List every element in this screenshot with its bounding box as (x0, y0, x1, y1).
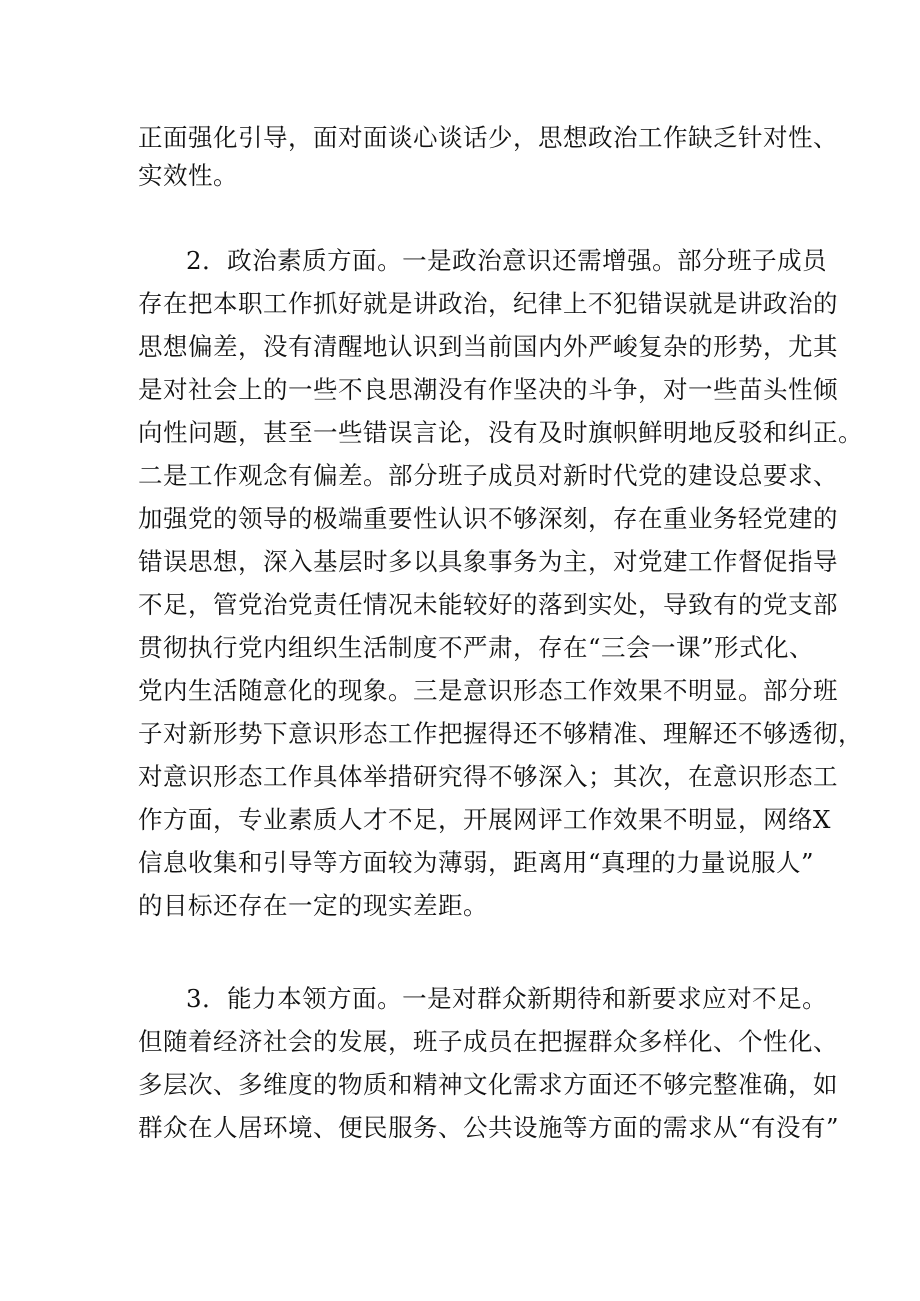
text-line: 群众在人居环境、便民服务、公共设施等方面的需求从“有没有” (138, 1113, 840, 1142)
text-line: 作方面，专业素质人才不足，开展网评工作效果不明显，网络X (138, 805, 831, 834)
text-line: 错误思想，深入基层时多以具象事务为主，对党建工作督促指导 (138, 547, 838, 576)
text-line: 向性问题，甚至一些错误言论，没有及时旗帜鲜明地反驳和纠正。 (138, 418, 863, 447)
text-line: 子对新形势下意识形态工作把握得还不够精准、理解还不够透彻， (138, 719, 863, 748)
text-line: 思想偏差，没有清醒地认识到当前国内外严峻复杂的形势，尤其 (138, 332, 838, 361)
text-line: 信息收集和引导等方面较为薄弱，距离用“真理的力量说服人” (138, 848, 815, 877)
section-heading-line: 3．能力本领方面。一是对群众新期待和新要求应对不足。 (186, 984, 828, 1013)
text-line: 正面强化引导，面对面谈心谈话少，思想政治工作缺乏针对性、 (138, 123, 838, 152)
text-line: 的目标还存在一定的现实差距。 (138, 891, 488, 920)
text-line: 但随着经济社会的发展，班子成员在把握群众多样化、个性化、 (138, 1027, 838, 1056)
text-line: 不足，管党治党责任情况未能较好的落到实处，导致有的党支部 (138, 590, 838, 619)
text-line: 实效性。 (138, 161, 238, 190)
section-heading-line: 2．政治素质方面。一是政治意识还需增强。部分班子成员 (186, 246, 828, 275)
text-line: 存在把本职工作抓好就是讲政治，纪律上不犯错误就是讲政治的 (138, 289, 838, 318)
text-line: 贯彻执行党内组织生活制度不严肃，存在“三会一课”形式化、 (138, 633, 815, 662)
text-line: 对意识形态工作具体举措研究得不够深入；其次，在意识形态工 (138, 762, 838, 791)
text-line: 是对社会上的一些不良思潮没有作坚决的斗争，对一些苗头性倾 (138, 375, 838, 404)
text-line: 党内生活随意化的现象。三是意识形态工作效果不明显。部分班 (138, 676, 838, 705)
text-line: 加强党的领导的极端重要性认识不够深刻，存在重业务轻党建的 (138, 504, 838, 533)
text-line: 多层次、多维度的物质和精神文化需求方面还不够完整准确，如 (138, 1070, 838, 1099)
text-line: 二是工作观念有偏差。部分班子成员对新时代党的建设总要求、 (138, 461, 838, 490)
